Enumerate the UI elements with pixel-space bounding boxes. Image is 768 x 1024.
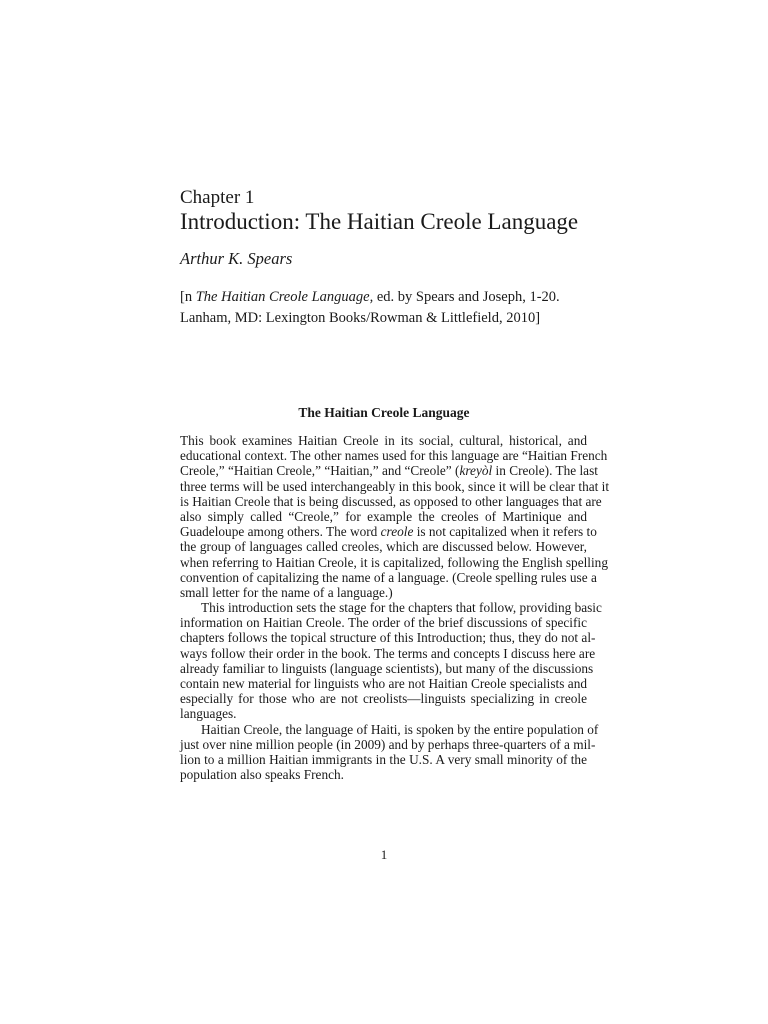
text-segment: ways follow their order in the book. The terms and concepts I discuss here are	[180, 645, 596, 661]
citation-line-2: Lanham, MD: Lexington Books/Rowman & Littlefield, 2010]	[180, 310, 541, 326]
text-line	[180, 478, 610, 494]
text-line	[180, 660, 594, 676]
text-segment: This book examines Haitian Creole in its social, cultural, historical, and	[180, 433, 587, 448]
page-number: 1	[380, 847, 388, 862]
paragraph	[180, 721, 599, 783]
text-line	[180, 645, 596, 661]
text-line	[180, 463, 598, 479]
text-segment: already familiar to linguists (language scientists), but many of the discussions	[180, 660, 594, 676]
text-line	[180, 524, 597, 540]
text-segment: contain new material for linguists who are not Haitian Creole specialists and	[180, 676, 587, 691]
text-segment: also simply called “Creole,” for example the creoles of Martinique and	[180, 508, 587, 524]
text-segment: languages.	[180, 706, 237, 722]
text-line	[180, 630, 596, 646]
text-line	[180, 676, 587, 691]
text-segment: when referring to Haitian Creole, it is capitalized, following the English spelling	[180, 554, 608, 570]
text-line	[180, 691, 587, 706]
text-segment: information on Haitian Creole. The order of the brief discussions of specific	[180, 615, 587, 631]
chapter-label: Chapter 1	[180, 187, 255, 208]
text-segment: Creole,” “Haitian Creole,” “Haitian,” and “Creole” (	[180, 463, 460, 479]
italic-term: kreyòl	[459, 463, 493, 479]
text-segment: lion to a million Haitian immigrants in the U.S. A very small minority of the	[180, 751, 587, 767]
text-segment: population also speaks French.	[180, 767, 344, 783]
text-line	[180, 752, 587, 767]
text-line	[180, 509, 587, 524]
text-line	[180, 721, 599, 737]
citation-details: ed. by Spears and Joseph, 1-20.	[373, 289, 560, 305]
text-line	[180, 448, 608, 464]
text-segment: three terms will be used interchangeably in this book, since it will be clear that it	[180, 478, 610, 494]
text-segment: chapters follows the topical structure of this Introduction; thus, they do not al-	[180, 630, 596, 646]
text-line	[180, 706, 587, 721]
text-segment: This introduction sets the stage for the chapters that follow, providing basic	[201, 600, 602, 616]
text-line	[180, 600, 602, 616]
text-line	[180, 539, 587, 554]
text-segment: educational context. The other names used for this language are “Haitian French	[180, 448, 608, 464]
text-line	[180, 767, 587, 782]
text-segment: convention of capitalizing the name of a language. (Creole spelling rules use a	[180, 569, 597, 585]
text-segment: just over nine million people (in 2009) and by perhaps three-quarters of a mil-	[180, 736, 596, 752]
text-line	[180, 554, 608, 570]
chapter-title: Introduction: The Haitian Creole Language	[180, 209, 579, 234]
text-segment: small letter for the name of a language.)	[180, 584, 393, 600]
paragraph	[180, 433, 610, 600]
paragraph	[180, 600, 602, 722]
text-segment: the group of languages called creoles, which are discussed below. However,	[180, 539, 587, 555]
text-segment: Guadeloupe among others. The word	[180, 524, 381, 540]
body-text	[180, 433, 610, 783]
text-segment: is not capitalized when it refers to	[413, 524, 597, 540]
section-heading: The Haitian Creole Language	[298, 405, 470, 420]
text-segment: is Haitian Creole that is being discussed, as opposed to other languages that are	[180, 493, 602, 509]
citation-prefix: [n	[180, 289, 196, 305]
text-line	[180, 433, 587, 448]
author-name: Arthur K. Spears	[180, 249, 293, 268]
text-segment: in Creole). The last	[492, 463, 598, 479]
citation-book-title: The Haitian Creole Language,	[195, 289, 374, 305]
text-segment: especially for those who are not creolists—linguists specializing in creole	[180, 691, 587, 707]
text-line	[180, 736, 596, 752]
text-line	[180, 585, 587, 600]
text-line	[180, 615, 587, 630]
text-line	[180, 569, 597, 585]
citation-line-1	[180, 289, 560, 306]
italic-term: creole	[380, 524, 414, 540]
text-line	[180, 493, 602, 509]
text-segment: Haitian Creole, the language of Haiti, is spoken by the entire population of	[201, 721, 599, 737]
